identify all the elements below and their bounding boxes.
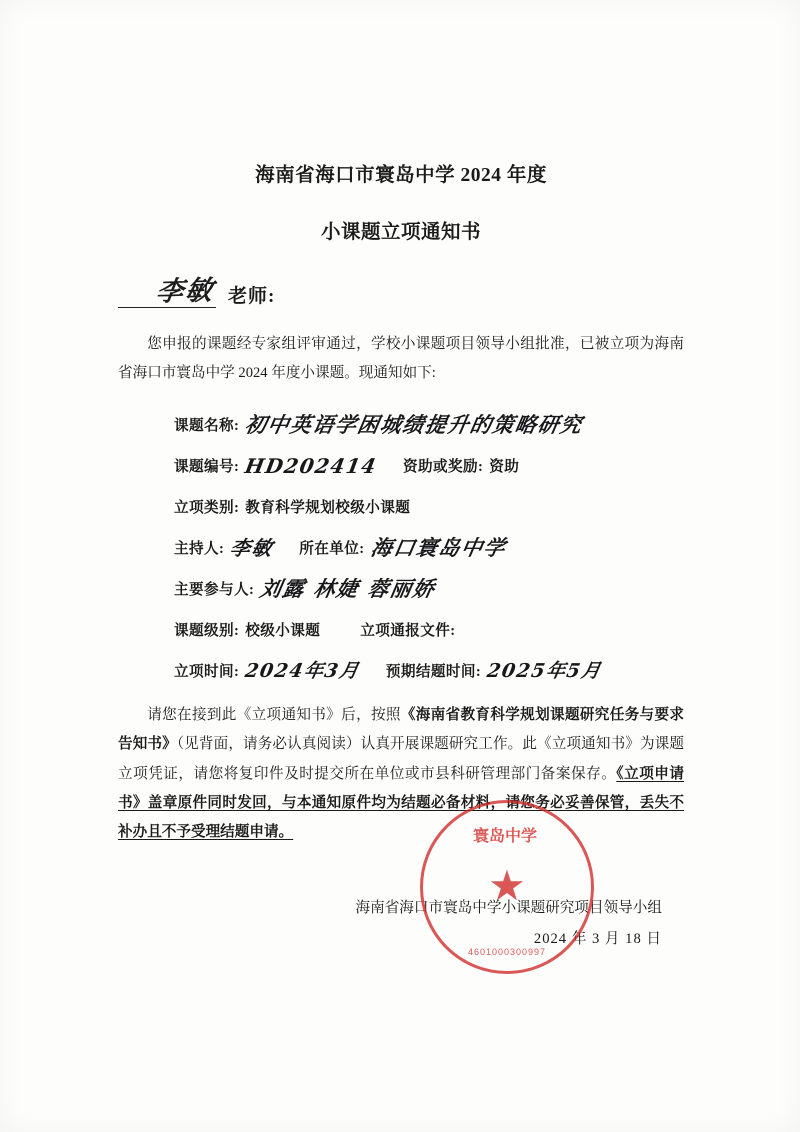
closing-text-underlined-warning: 《立项申请书》盖章原件同时发回，与本通知原件均为结题必备材料，请您务必妥善保管，丢失不补办且不予受理结题申请。 [118, 765, 684, 841]
field-row-level [174, 606, 684, 642]
field-row-leader [174, 524, 684, 560]
field-value-project-number: HD202414 [243, 454, 380, 479]
field-value-participants: 刘露 林婕 蓉丽娇 [258, 576, 438, 602]
intro-paragraph: 您申报的课题经专家组评审通过，学校小课题项目领导小组批准，已被立项为海南省海口市寰岛中学 2024 年度小课题。现通知如下: [118, 336, 684, 381]
field-value-end-date: 2025年5月 [485, 660, 604, 683]
field-value-category: 教育科学规划校级小课题 [245, 500, 411, 517]
field-label-participants: 主要参与人: [174, 582, 255, 599]
signature-block [118, 893, 684, 954]
closing-text-bold-reference: 《海南省教育科学规划课题研究任务与要求告知书》 [118, 707, 684, 753]
field-label-project-number: 课题编号: [174, 459, 240, 476]
field-row-category [174, 483, 684, 519]
field-label-project-name: 课题名称: [174, 418, 240, 435]
field-row-project-name [174, 401, 684, 437]
document-title-line-1: 海南省海口市寰岛中学 2024 年度 [255, 165, 547, 186]
document-title-line-2: 小课题立项通知书 [320, 222, 481, 244]
field-row-participants [174, 565, 684, 601]
field-value-institution: 海口寰岛中学 [368, 535, 508, 561]
closing-paragraph [118, 701, 684, 847]
signature-organization: 海南省海口市寰岛中学小课题研究项目领导小组 [355, 900, 662, 917]
field-value-leader: 李敏 [228, 536, 276, 561]
addressee-suffix: 老师: [228, 286, 276, 308]
field-value-start-date: 2024年3月 [243, 660, 363, 683]
field-row-project-number [174, 442, 684, 478]
closing-text-part-2: （见背面，请务必认真阅读）认真开展课题研究工作。此《立项通知书》为课题立项凭证，请您将复印件及时提交所在单位或市县科研管理部门备案保存。 [118, 736, 684, 782]
seal-bottom-text: 4601000300997 [467, 947, 547, 957]
field-label-level: 课题级别: [174, 623, 240, 640]
field-label-category: 立项类别: [174, 500, 240, 517]
seal-top-text: 寰岛中学 [473, 828, 538, 845]
field-label-leader: 主持人: [174, 541, 225, 558]
field-label-notice-document: 立项通报文件: [360, 623, 456, 640]
addressee-handwritten-name: 李敏 [154, 275, 217, 309]
field-value-funding: 资助 [489, 459, 520, 476]
star-icon: ★ [488, 864, 526, 910]
field-label-institution: 所在单位: [299, 541, 365, 558]
addressee-row [118, 275, 684, 309]
field-label-funding: 资助或奖励: [403, 459, 484, 476]
fields-list [118, 401, 684, 683]
field-label-end-date: 预期结题时间: [385, 664, 482, 681]
signature-date: 2024 年 3 月 18 日 [533, 930, 662, 947]
field-value-project-name: 初中英语学困城绩提升的策略研究 [243, 412, 586, 438]
closing-text-part-1: 请您在接到此《立项通知书》后，按照 [147, 707, 401, 724]
field-value-level: 校级小课题 [245, 623, 321, 640]
field-value-notice-document [455, 640, 461, 642]
field-label-start-date: 立项时间: [174, 664, 240, 681]
document-body [118, 160, 684, 955]
field-row-start-date [174, 647, 684, 683]
